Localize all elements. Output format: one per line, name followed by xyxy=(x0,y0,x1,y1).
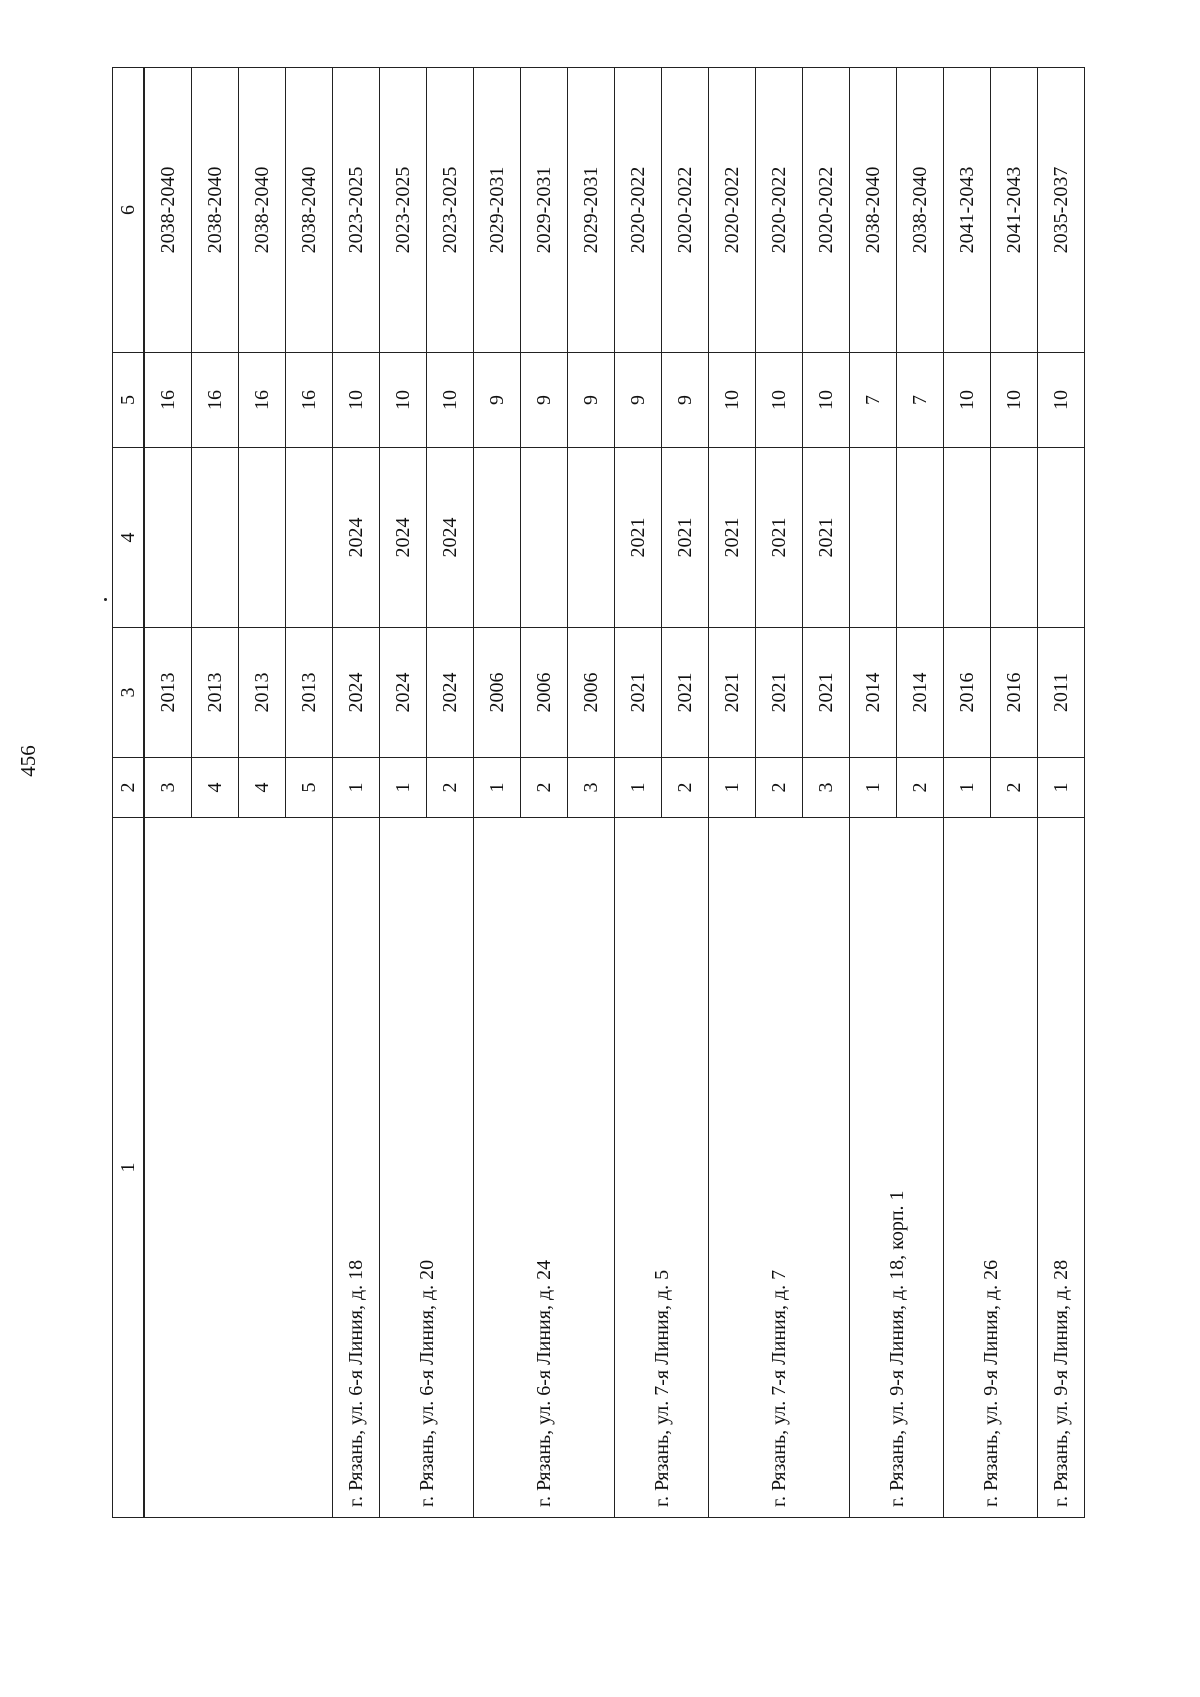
cell-c5: 10 xyxy=(333,353,380,448)
cell-c6: 2023-2025 xyxy=(333,68,380,353)
cell-c6: 2038-2040 xyxy=(239,68,286,353)
cell-c4 xyxy=(474,448,521,628)
cell-c6: 2035-2037 xyxy=(1038,68,1085,353)
cell-c4 xyxy=(192,448,239,628)
cell-c3: 2021 xyxy=(662,628,709,758)
cell-c2: 5 xyxy=(286,758,333,818)
cell-c4: 2021 xyxy=(756,448,803,628)
cell-c4: 2021 xyxy=(615,448,662,628)
cell-c6: 2023-2025 xyxy=(427,68,474,353)
cell-c4 xyxy=(991,448,1038,628)
cell-c5: 10 xyxy=(991,353,1038,448)
cell-c2: 3 xyxy=(803,758,850,818)
cell-c5: 9 xyxy=(474,353,521,448)
cell-c3: 2024 xyxy=(427,628,474,758)
cell-c2: 2 xyxy=(991,758,1038,818)
address-cell: г. Рязань, ул. 9-я Линия, д. 26 xyxy=(944,818,1038,1518)
address-cell xyxy=(144,818,333,1518)
rotated-table-frame xyxy=(112,68,1082,1518)
header-cell-1: 1 xyxy=(113,818,145,1518)
cell-c4: 2021 xyxy=(662,448,709,628)
cell-c6: 2038-2040 xyxy=(192,68,239,353)
cell-c2: 2 xyxy=(521,758,568,818)
cell-c6: 2038-2040 xyxy=(144,68,192,353)
cell-c2: 3 xyxy=(568,758,615,818)
cell-c5: 9 xyxy=(662,353,709,448)
cell-c6: 2020-2022 xyxy=(662,68,709,353)
cell-c4: 2021 xyxy=(803,448,850,628)
cell-c2: 4 xyxy=(239,758,286,818)
cell-c2: 1 xyxy=(474,758,521,818)
cell-c4 xyxy=(944,448,991,628)
header-row xyxy=(113,68,145,1518)
cell-c3: 2014 xyxy=(897,628,944,758)
cell-c3: 2021 xyxy=(803,628,850,758)
address-cell: г. Рязань, ул. 7-я Линия, д. 7 xyxy=(709,818,850,1518)
page-number: 456 xyxy=(16,745,40,777)
cell-c6: 2038-2040 xyxy=(286,68,333,353)
cell-c6: 2041-2043 xyxy=(944,68,991,353)
cell-c5: 16 xyxy=(239,353,286,448)
address-cell: г. Рязань, ул. 6-я Линия, д. 18 xyxy=(333,818,380,1518)
cell-c3: 2014 xyxy=(850,628,897,758)
cell-c2: 1 xyxy=(850,758,897,818)
header-cell-4: 4 xyxy=(113,448,145,628)
cell-c5: 7 xyxy=(897,353,944,448)
table-row xyxy=(144,68,192,1518)
cell-c3: 2021 xyxy=(756,628,803,758)
cell-c5: 9 xyxy=(521,353,568,448)
cell-c6: 2029-2031 xyxy=(568,68,615,353)
cell-c6: 2029-2031 xyxy=(474,68,521,353)
cell-c2: 1 xyxy=(1038,758,1085,818)
scan-speck xyxy=(104,598,107,601)
cell-c4: 2024 xyxy=(427,448,474,628)
table-row xyxy=(333,68,380,1518)
cell-c5: 10 xyxy=(1038,353,1085,448)
header-cell-5: 5 xyxy=(113,353,145,448)
table-row xyxy=(709,68,756,1518)
cell-c4: 2024 xyxy=(380,448,427,628)
cell-c5: 16 xyxy=(144,353,192,448)
address-cell: г. Рязань, ул. 6-я Линия, д. 24 xyxy=(474,818,615,1518)
cell-c3: 2011 xyxy=(1038,628,1085,758)
cell-c6: 2041-2043 xyxy=(991,68,1038,353)
cell-c3: 2021 xyxy=(709,628,756,758)
cell-c3: 2024 xyxy=(380,628,427,758)
cell-c5: 9 xyxy=(568,353,615,448)
cell-c2: 1 xyxy=(380,758,427,818)
cell-c5: 16 xyxy=(286,353,333,448)
address-cell: г. Рязань, ул. 7-я Линия, д. 5 xyxy=(615,818,709,1518)
table-row xyxy=(474,68,521,1518)
address-cell: г. Рязань, ул. 6-я Линия, д. 20 xyxy=(380,818,474,1518)
cell-c4 xyxy=(144,448,192,628)
table-body xyxy=(113,68,1085,1518)
cell-c5: 10 xyxy=(803,353,850,448)
table-row xyxy=(380,68,427,1518)
cell-c2: 2 xyxy=(662,758,709,818)
cell-c2: 1 xyxy=(709,758,756,818)
cell-c6: 2020-2022 xyxy=(615,68,662,353)
cell-c2: 2 xyxy=(427,758,474,818)
table-row xyxy=(850,68,897,1518)
cell-c5: 10 xyxy=(427,353,474,448)
cell-c6: 2020-2022 xyxy=(709,68,756,353)
cell-c3: 2013 xyxy=(239,628,286,758)
cell-c3: 2024 xyxy=(333,628,380,758)
cell-c5: 10 xyxy=(756,353,803,448)
cell-c4 xyxy=(286,448,333,628)
cell-c2: 3 xyxy=(144,758,192,818)
cell-c2: 1 xyxy=(333,758,380,818)
cell-c5: 10 xyxy=(380,353,427,448)
table-row xyxy=(1038,68,1085,1518)
cell-c6: 2038-2040 xyxy=(897,68,944,353)
data-table xyxy=(112,67,1085,1518)
cell-c4 xyxy=(568,448,615,628)
cell-c5: 7 xyxy=(850,353,897,448)
address-cell: г. Рязань, ул. 9-я Линия, д. 18, корп. 1 xyxy=(850,818,944,1518)
header-cell-6: 6 xyxy=(113,68,145,353)
cell-c6: 2020-2022 xyxy=(803,68,850,353)
cell-c3: 2006 xyxy=(474,628,521,758)
address-cell: г. Рязань, ул. 9-я Линия, д. 28 xyxy=(1038,818,1085,1518)
cell-c3: 2021 xyxy=(615,628,662,758)
cell-c3: 2013 xyxy=(286,628,333,758)
table-row xyxy=(944,68,991,1518)
cell-c6: 2029-2031 xyxy=(521,68,568,353)
table-row xyxy=(615,68,662,1518)
cell-c3: 2006 xyxy=(521,628,568,758)
cell-c4: 2024 xyxy=(333,448,380,628)
cell-c5: 10 xyxy=(944,353,991,448)
header-cell-2: 2 xyxy=(113,758,145,818)
cell-c4: 2021 xyxy=(709,448,756,628)
cell-c6: 2020-2022 xyxy=(756,68,803,353)
header-cell-3: 3 xyxy=(113,628,145,758)
cell-c2: 4 xyxy=(192,758,239,818)
cell-c6: 2023-2025 xyxy=(380,68,427,353)
cell-c3: 2013 xyxy=(144,628,192,758)
cell-c2: 2 xyxy=(756,758,803,818)
cell-c4 xyxy=(897,448,944,628)
cell-c3: 2006 xyxy=(568,628,615,758)
cell-c3: 2013 xyxy=(192,628,239,758)
cell-c5: 16 xyxy=(192,353,239,448)
cell-c2: 1 xyxy=(615,758,662,818)
cell-c2: 2 xyxy=(897,758,944,818)
cell-c3: 2016 xyxy=(991,628,1038,758)
cell-c4 xyxy=(239,448,286,628)
cell-c3: 2016 xyxy=(944,628,991,758)
cell-c4 xyxy=(521,448,568,628)
cell-c6: 2038-2040 xyxy=(850,68,897,353)
cell-c4 xyxy=(1038,448,1085,628)
cell-c5: 10 xyxy=(709,353,756,448)
cell-c2: 1 xyxy=(944,758,991,818)
cell-c5: 9 xyxy=(615,353,662,448)
cell-c4 xyxy=(850,448,897,628)
